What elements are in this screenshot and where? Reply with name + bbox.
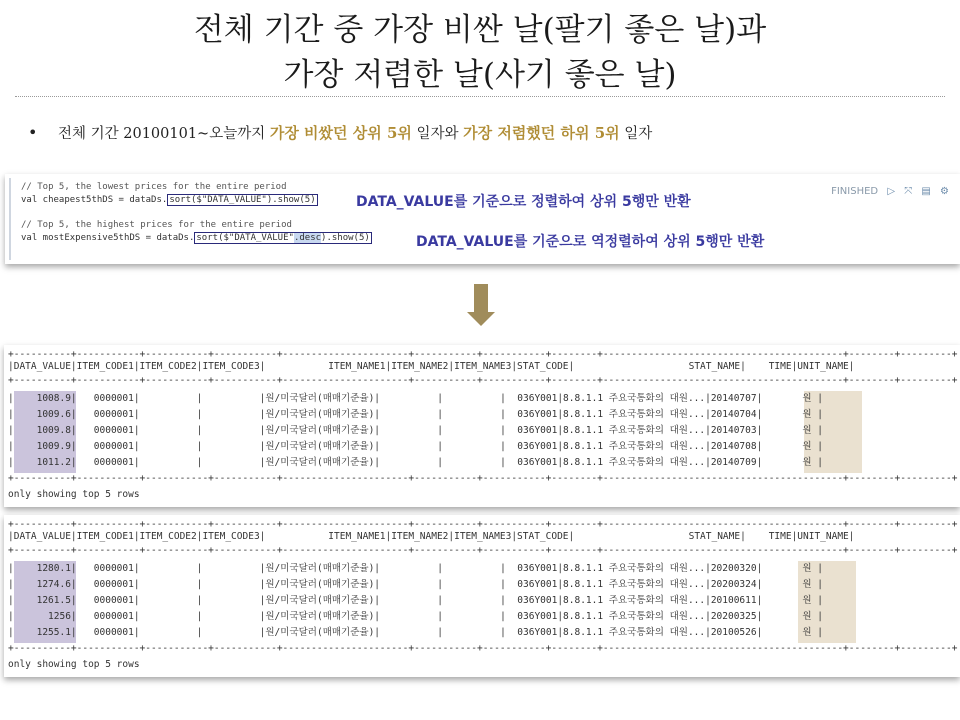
code-comment-lowest: // Top 5, the lowest prices for the entire period (21, 182, 287, 192)
code-editor[interactable] (9, 178, 957, 260)
table-row: | 1008.9| 0000001| | |원/미국달러(매매기준율)| | | 036Y001|8.8.1.1 주요국통화의 대원...|20140707| 원 | (8, 393, 823, 404)
code-sort-call-desc-b: ).show(5) (321, 233, 370, 243)
result-table-most-expensive (4, 515, 960, 677)
page-title-line2: 가장 저렴한 날(사기 좋은 날) (283, 57, 677, 93)
table-header: |DATA_VALUE|ITEM_CODE1|ITEM_CODE2|ITEM_CODE3| ITEM_NAME1|ITEM_NAME2|ITEM_NAME3|STAT_CODE| STAT_NAME| TIME|UNIT_NAME| (8, 531, 855, 542)
table-row: | 1274.6| 0000001| | |원/미국달러(매매기준율)| | | 036Y001|8.8.1.1 주요국통화의 대원...|20200324| 원 | (8, 579, 823, 590)
code-sort-call-desc (194, 232, 371, 244)
table-row: | 1011.2| 0000001| | |원/미국달러(매매기준율)| | | 036Y001|8.8.1.1 주요국통화의 대원...|20140709| 원 | (8, 457, 823, 468)
table-row: | 1256| 0000001| | |원/미국달러(매매기준율)| | | 036Y001|8.8.1.1 주요국통화의 대원...|20200325| 원 | (8, 611, 823, 622)
bullet-middle: 일자와 (411, 126, 464, 142)
result-table-cheapest (4, 345, 960, 507)
table-border: +----------+-----------+-----------+-----------+----------------------+-----------+-----------+--------+------------------------------------------+--------+---------+ (8, 375, 958, 386)
table-row: | 1009.9| 0000001| | |원/미국달러(매매기준율)| | | 036Y001|8.8.1.1 주요국통화의 대원...|20140708| 원 | (8, 441, 823, 452)
expand-icon[interactable]: ⤧ (904, 186, 913, 197)
annotation-descending: DATA_VALUE를 기준으로 역정렬하여 상위 5행만 반환 (416, 234, 765, 250)
bullet-icon: • (28, 123, 38, 142)
bullet-prefix: 전체 기간 20100101~오늘까지 (58, 126, 270, 142)
table-footer-note: only showing top 5 rows (8, 659, 140, 670)
code-comment-highest: // Top 5, the highest prices for the entire period (21, 220, 292, 230)
table-border: +----------+-----------+-----------+-----------+----------------------+-----------+-----------+--------+------------------------------------------+--------+---------+ (8, 519, 958, 530)
bullet-suffix: 일자 (619, 126, 653, 142)
code-sort-call-desc-a: sort($"DATA_VALUE" (196, 233, 294, 243)
code-sort-call-asc: sort($"DATA_VALUE").show(5) (169, 195, 316, 205)
table-row: | 1261.5| 0000001| | |원/미국달러(매매기준율)| | | 036Y001|8.8.1.1 주요국통화의 대원...|20100611| 원 | (8, 595, 823, 606)
table-row: | 1009.6| 0000001| | |원/미국달러(매매기준율)| | | 036Y001|8.8.1.1 주요국통화의 대원...|20140704| 원 | (8, 409, 823, 420)
run-icon[interactable]: ▷ (887, 186, 896, 197)
down-arrow-shaft (474, 284, 488, 312)
annotation-ascending: DATA_VALUE를 기준으로 정렬하여 상위 5행만 반환 (356, 194, 691, 210)
page-title-line1: 전체 기간 중 가장 비싼 날(팔기 좋은 날)과 (193, 12, 767, 48)
table-row: | 1255.1| 0000001| | |원/미국달러(매매기준율)| | | 036Y001|8.8.1.1 주요국통화의 대원...|20100526| 원 | (8, 627, 823, 638)
code-line-expensive-prefix: val mostExpensive5thDS = dataDs. (21, 233, 195, 243)
table-footer-note: only showing top 5 rows (8, 489, 140, 500)
bullet-highlight-expensive: 가장 비쌌던 상위 5위 (269, 124, 412, 142)
bullet-description (28, 122, 652, 143)
status-finished-text: FINISHED (831, 186, 879, 197)
table-border: +----------+-----------+-----------+-----------+----------------------+-----------+-----------+--------+------------------------------------------+--------+---------+ (8, 473, 958, 484)
table-header: |DATA_VALUE|ITEM_CODE1|ITEM_CODE2|ITEM_CODE3| ITEM_NAME1|ITEM_NAME2|ITEM_NAME3|STAT_CODE| STAT_NAME| TIME|UNIT_NAME| (8, 361, 855, 372)
code-desc-selection: .desc (293, 233, 322, 243)
gear-icon[interactable]: ⚙ (940, 186, 949, 197)
table-border: +----------+-----------+-----------+-----------+----------------------+-----------+-----------+--------+------------------------------------------+--------+---------+ (8, 643, 958, 654)
code-paragraph[interactable] (5, 174, 960, 264)
down-arrow-icon (467, 312, 495, 326)
code-line-cheapest-prefix: val cheapest5thDS = dataDs. (21, 195, 168, 205)
paragraph-status (831, 186, 949, 197)
table-border: +----------+-----------+-----------+-----------+----------------------+-----------+-----------+--------+------------------------------------------+--------+---------+ (8, 545, 958, 556)
table-row: | 1009.8| 0000001| | |원/미국달러(매매기준율)| | | 036Y001|8.8.1.1 주요국통화의 대원...|20140703| 원 | (8, 425, 823, 436)
book-icon[interactable]: ▤ (921, 186, 931, 197)
bullet-highlight-cheap: 가장 저렴했던 하위 5위 (463, 124, 620, 142)
code-line-cheapest (21, 195, 318, 205)
title-divider (15, 96, 945, 97)
table-border: +----------+-----------+-----------+-----------+----------------------+-----------+-----------+--------+------------------------------------------+--------+---------+ (8, 349, 958, 360)
table-row: | 1280.1| 0000001| | |원/미국달러(매매기준율)| | | 036Y001|8.8.1.1 주요국통화의 대원...|20200320| 원 | (8, 563, 823, 574)
code-line-most-expensive (21, 233, 372, 243)
